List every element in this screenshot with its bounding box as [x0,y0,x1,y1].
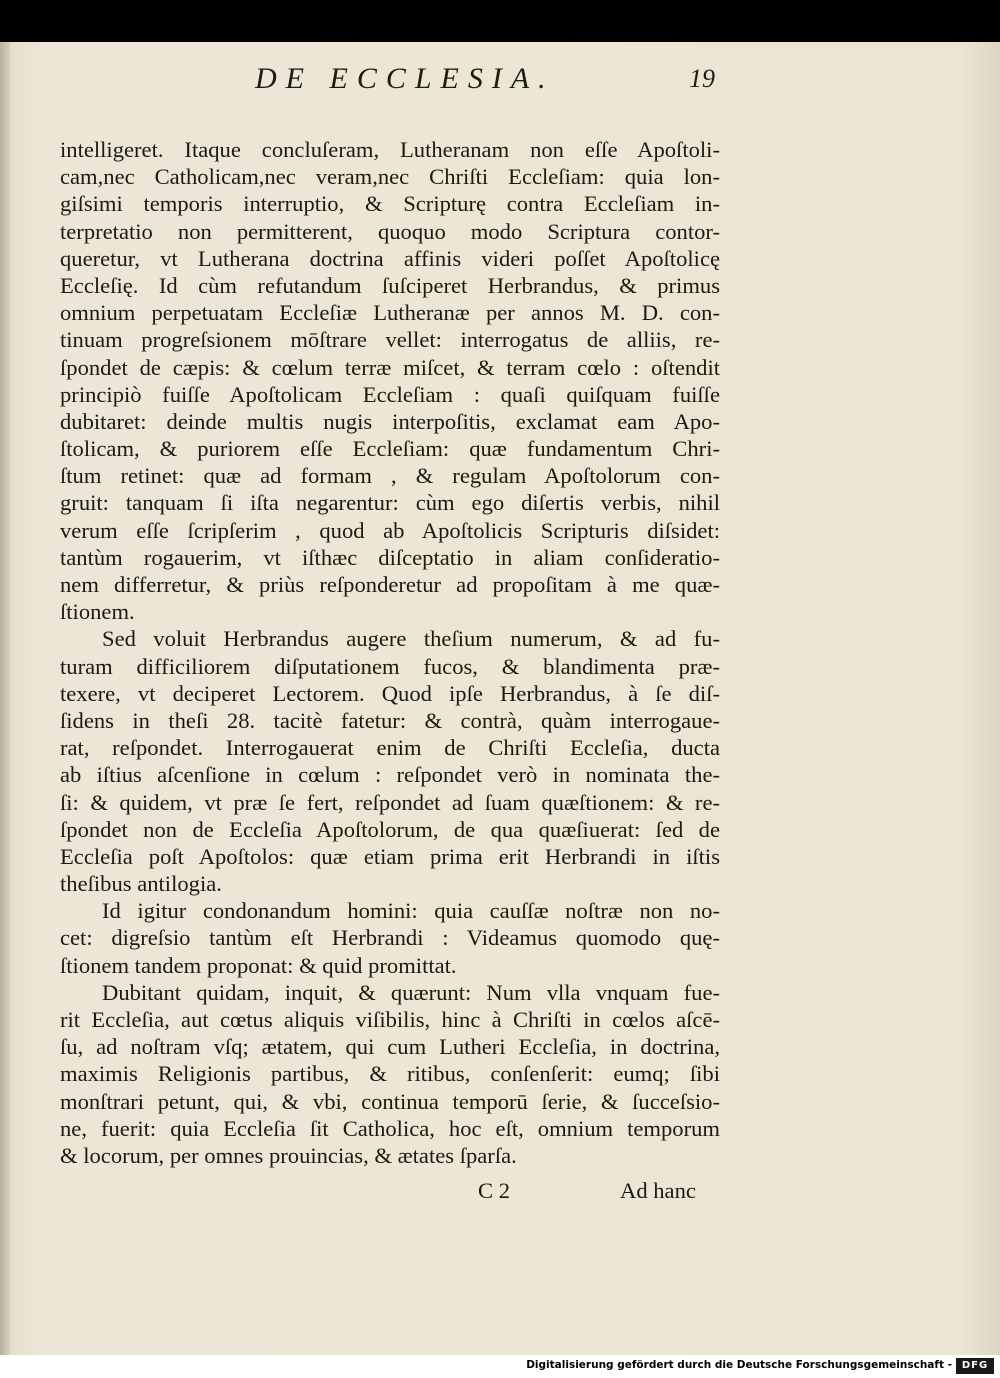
text-line: cam,nec Catholicam,nec veram,nec Chriſti Eccleſiam: quia lon- [60,164,720,190]
running-head [255,62,715,102]
text-line: verum eſſe ſcripſerim , quod ab Apoſtolicis Scripturis diſsidet: [60,517,720,543]
running-head-title: DE ECCLESIA. [255,62,555,95]
page-number: 19 [689,64,715,93]
text-line: ab iſtius aſcenſione in cœlum : reſpondet verò in nominata the- [60,762,720,788]
text-line: ſidens in theſi 28. tacitè fatetur: & contrà, quàm interrogaue- [60,707,720,733]
text-line: rit Eccleſia, aut cœtus aliquis viſibilis, hinc à Chriſti in cœlos aſcē- [60,1007,720,1032]
body-text [60,136,720,1169]
text-line: theſibus antilogia. [60,871,222,897]
text-line: tinuam progreſsionem mōſtrare vellet: interrogatus de alliis, re- [60,327,720,353]
text-line: & locorum, per omnes prouincias, & ætates ſparſa. [60,1142,517,1168]
text-line: omnium perpetuatam Eccleſiæ Lutheranæ per annos M. D. con- [60,300,720,326]
text-line: ſtionem. [60,599,135,625]
text-line: ſtionem tandem proponat: & quid promittat. [60,952,457,978]
text-line: ſtolicam, & puriorem eſſe Eccleſiam: quæ fundamentum Chri- [60,436,720,462]
text-line: ne, fuerit: quia Eccleſia ſit Catholica, hoc eſt, omnium temporum [60,1115,720,1141]
text-line: ſtum retinet: quæ ad formam , & regulam Apoſtolorum con- [60,463,720,489]
catchword: Ad hanc [620,1178,696,1203]
text-line: tantùm rogauerim, vt iſthæc diſceptatio in aliam conſideratio- [60,544,720,570]
text-line: principiò fuiſſe Apoſtolicam Eccleſiam : quaſi quiſquam fuiſſe [60,381,720,407]
text-line: Dubitant quidam, inquit, & quærunt: Num vlla vnquam fue- [102,979,720,1005]
text-line: texere, vt deciperet Lectorem. Quod ipſe Herbrandus, à ſe diſ- [60,680,720,706]
text-line: Eccleſia poſt Apoſtolos: quæ etiam prima erit Herbrandi in iſtis [60,843,720,869]
text-line: cet: digreſsio tantùm eſt Herbrandi : Videamus quomodo quę- [60,925,720,951]
dfg-logo-icon: DFG [956,1358,994,1374]
text-line: terpretatio non permitterent, quoquo modo Scriptura contor- [60,218,720,244]
text-line: giſsimi temporis interruptio, & Scripturę contra Eccleſiam in- [60,191,720,217]
text-line: ſu, ad noſtram vſq; ætatem, qui cum Lutheri Eccleſia, in doctrina, [60,1034,720,1060]
text-line: intelligeret. Itaque concluſeram, Lutheranam non eſſe Apoſtoli- [60,137,720,162]
text-line: nem differretur, & priùs reſponderetur ad propoſitam à me quæ- [60,572,720,597]
text-line: turam difficiliorem diſputationem fucos, & blandimenta præ- [60,653,720,679]
text-line: rat, reſpondet. Interrogauerat enim de Chriſti Eccleſia, ducta [60,735,720,761]
text-line: monſtrari petunt, qui, & vbi, continua temporū ſerie, & ſucceſsio- [60,1088,720,1114]
footer-bar [0,1355,1000,1378]
text-line: maximis Religionis partibus, & ritibus, conſenſerit: eumq; ſibi [60,1061,720,1087]
text-line: Id igitur condonandum homini: quia cauſſæ noſtræ non no- [102,898,720,924]
text-line: ſpondet non de Eccleſia Apoſtolorum, de qua quæſiuerat: ſed de [60,816,720,842]
signature-mark: C 2 [478,1178,511,1203]
text-line: queretur, vt Lutherana doctrina affinis videri poſſet Apoſtolicę [60,245,720,271]
funding-note: Digitalisierung gefördert durch die Deutsche Forschungsgemeinschaft - [526,1359,952,1371]
text-line: Eccleſię. Id cùm refutandum ſuſciperet Herbrandus, & primus [60,272,720,298]
text-line: Sed voluit Herbrandus augere theſium numerum, & ad fu- [102,626,720,652]
page-gutter-shadow [0,42,10,1355]
text-line: gruit: tanquam ſi iſta negarentur: cùm ego diſertis verbis, nihil [60,490,720,516]
text-line: ſpondet de cæpis: & cœlum terræ miſcet, & terram cœlo : oſtendit [60,354,720,380]
text-line: ſi: & quidem, vt præ ſe fert, reſpondet ad ſuam quæſtionem: & re- [60,789,720,815]
text-line: dubitaret: deinde multis nugis interpoſitis, exclamat eam Apo- [60,408,720,434]
